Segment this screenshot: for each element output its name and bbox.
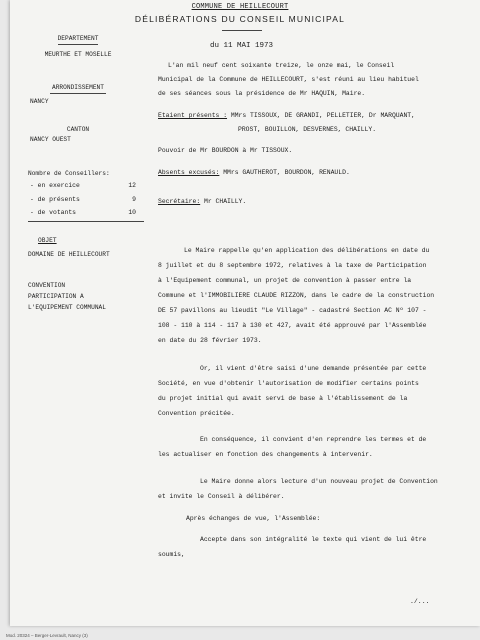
count-label: - de votants xyxy=(30,209,77,216)
paragraph-line: 8 juillet et du 8 septembre 1972, relatives à la taxe de Participation xyxy=(158,262,427,269)
canton-label: CANTON xyxy=(66,126,90,133)
count-label: - de présents xyxy=(30,196,80,203)
arrondissement-label: ARRONDISSEMENT xyxy=(52,84,104,91)
divider xyxy=(58,44,98,45)
intro-line: de ses séances sous la présidence de Mr HAQUIN, Maire. xyxy=(158,90,366,97)
paragraph-line: en date du 28 février 1973. xyxy=(158,337,262,344)
departement-label: DEPARTEMENT xyxy=(57,35,99,42)
paragraph-line: soumis, xyxy=(158,551,185,558)
presents-label: Etaient présents : xyxy=(158,112,228,119)
divider xyxy=(50,93,106,94)
paragraph-line: Le Maire donne alors lecture d'un nouveau projet de Convention xyxy=(200,478,438,485)
absents-names: MMrs GAUTHEROT, BOURDON, RENAULD. xyxy=(223,169,350,176)
count-value: 9 xyxy=(132,196,136,203)
subject-line: CONVENTION xyxy=(28,282,66,289)
objet-value: DOMAINE DE HEILLECOURT xyxy=(28,251,110,258)
commune-header: COMMUNE DE HEILLECOURT xyxy=(191,3,289,11)
paragraph-line: Convention précitée. xyxy=(158,410,235,417)
paragraph-line: les actualiser en fonction des changements à intervenir. xyxy=(158,451,373,458)
divider xyxy=(28,221,144,222)
objet-label: OBJET xyxy=(38,237,57,244)
intro-line: L'an mil neuf cent soixante treize, le onze mai, le Conseil xyxy=(168,62,395,69)
paragraph-line: du projet initial qui avait servi de base à l'établissement de la xyxy=(158,395,408,402)
count-row xyxy=(30,209,136,217)
paragraph-line: Commune et l'IMMOBILIERE CLAUDE RIZZON, dans le cadre de la construction xyxy=(158,292,435,299)
subject-line: PARTICIPATION A xyxy=(28,293,84,300)
paragraph-line: Le Maire rappelle qu'en application des délibérations en date du xyxy=(184,247,430,254)
paragraph-line: à l'Equipement communal, un projet de convention à passer entre la xyxy=(158,277,412,284)
intro-line: Municipal de la Commune de HEILLECOURT, s'est réuni au lieu habituel xyxy=(158,76,419,83)
count-row xyxy=(30,196,136,204)
session-date: du 11 MAI 1973 xyxy=(210,42,274,50)
count-label: - en exercice xyxy=(30,182,80,189)
arrondissement-value: NANCY xyxy=(30,98,49,105)
absents-row xyxy=(158,167,350,179)
paragraph-line: Or, il vient d'être saisi d'une demande présentée par cette xyxy=(200,365,427,372)
secretaire-label: Secrétaire: xyxy=(158,198,201,205)
continuation-mark: ./... xyxy=(410,598,430,605)
paragraph-line: et invite le Conseil à délibérer. xyxy=(158,493,285,500)
presents-row xyxy=(158,110,415,122)
paragraph-line: En conséquence, il convient d'en reprendre les termes et de xyxy=(200,436,427,443)
subject-line: L'EQUIPEMENT COMMUNAL xyxy=(28,304,106,311)
paragraph-line: Accepte dans son intégralité le texte qui vient de lui être xyxy=(200,536,427,543)
paragraph-line: Après échanges de vue, l'Assemblée: xyxy=(186,515,321,522)
document-title: DÉLIBÉRATIONS DU CONSEIL MUNICIPAL xyxy=(134,14,346,24)
paragraph-line: DE 57 pavillons au lieudit "Le Village" - cadastré Section AC Nº 107 - xyxy=(158,307,427,314)
count-value: 12 xyxy=(128,182,136,189)
absents-label: Absents excusés: xyxy=(158,169,220,176)
pouvoir-line: Pouvoir de Mr BOURDON à Mr TISSOUX. xyxy=(158,147,293,154)
secretaire-name: Mr CHAILLY. xyxy=(204,198,247,205)
secretaire-row xyxy=(158,196,246,208)
title-divider xyxy=(222,30,262,31)
count-value: 10 xyxy=(128,209,136,216)
canton-value: NANCY OUEST xyxy=(30,136,71,143)
presents-names: MMrs TISSOUX, DE GRANDI, PELLETIER, Dr MARQUANT, xyxy=(230,112,415,119)
presents-names: PROST, BOUILLON, DESVERNES, CHAILLY. xyxy=(238,126,377,133)
departement-value: MEURTHE ET MOSELLE xyxy=(44,51,112,58)
paragraph-line: Société, en vue d'obtenir l'autorisation de modifier certains points xyxy=(158,380,419,387)
conseillers-title: Nombre de Conseillers: xyxy=(28,170,110,177)
count-row xyxy=(30,182,136,190)
paragraph-line: 108 - 110 à 114 - 117 à 130 et 427, avait été approuvé par l'Assemblée xyxy=(158,322,427,329)
printer-footer: Mod. 20324 – Berger-Levrault, Nancy (3) xyxy=(6,633,88,638)
